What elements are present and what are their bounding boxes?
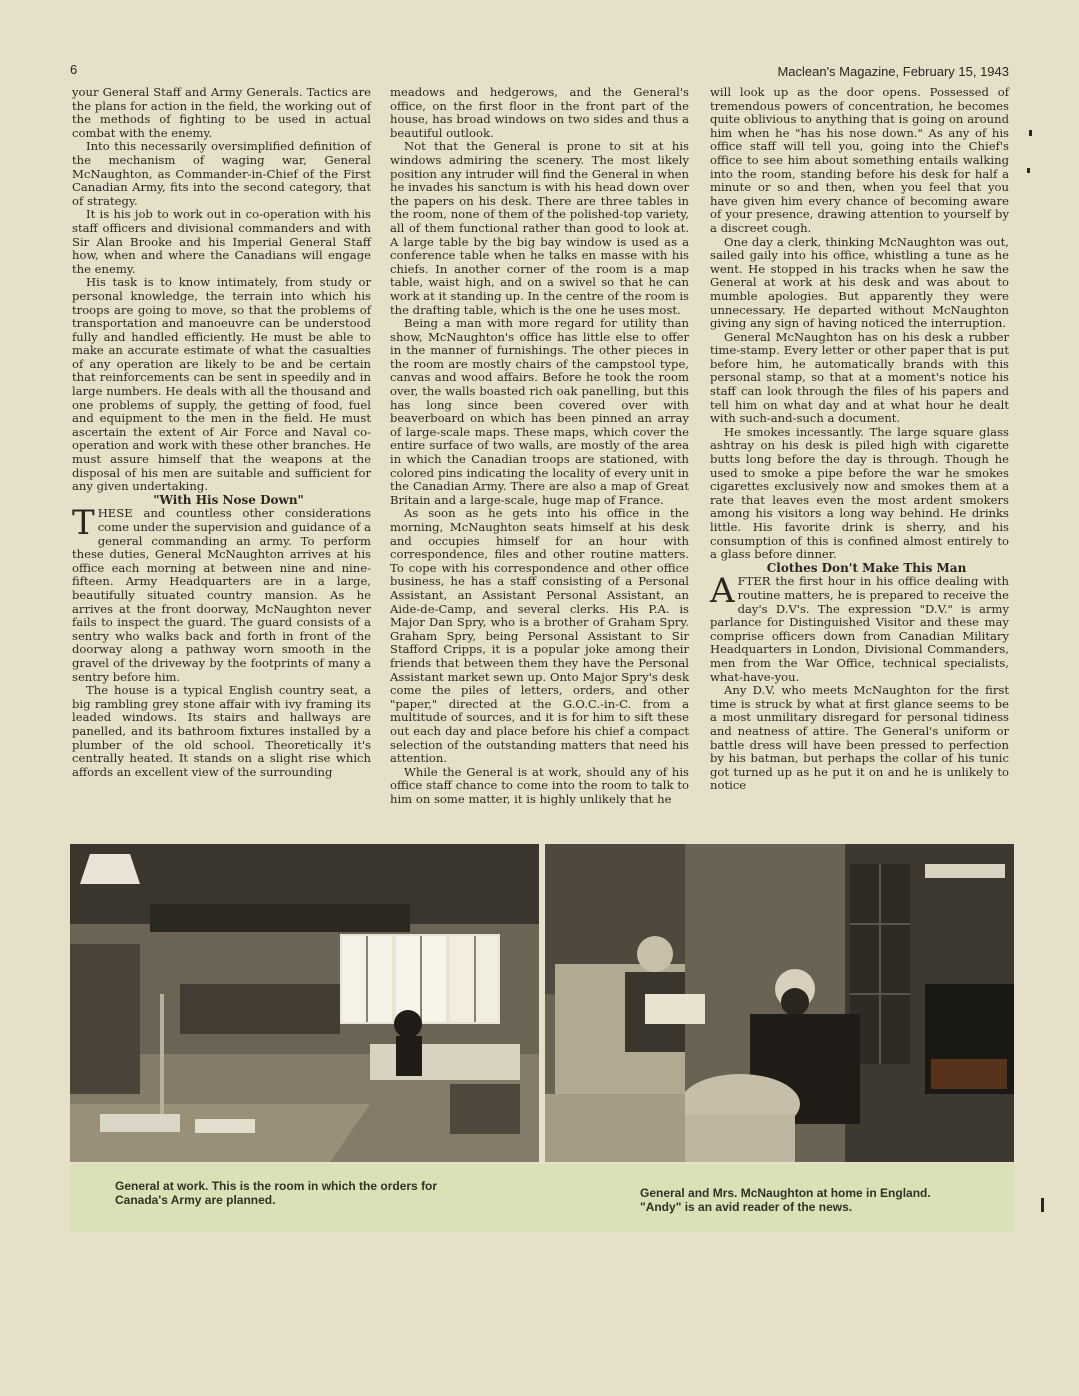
margin-mark [1029, 130, 1032, 136]
article-column-1 [72, 86, 371, 779]
paragraph: His task is to know intimately, from study or personal knowledge, the terrain into which his troops are going to move, so that the problems of transportation and manoeuvre can be understood fully and handled efficiently. He must be able to make an accurate estimate of what the casualties of any operation are likely to be and be certain that reinforcements can be sent in speedily and in large numbers. He deals with all the thousand and one problems of supply, the getting of food, fuel and equipment to the men in the field. He must ascertain the extent of Air Force and Naval co-operation and work with these other branches. He must assure himself that the weapons at the disposal of his men are suitable and sufficient for any given undertaking. [72, 275, 371, 494]
running-head: Maclean's Magazine, February 15, 1943 [777, 64, 1009, 79]
drop-cap: A [710, 571, 735, 612]
office-photo-illustration [70, 844, 539, 1162]
paragraph: General McNaughton has on his desk a rubber time-stamp. Every letter or other paper that is put before him, he automatically brands with this personal stamp, so that at a moment's notice his staff can look through the files of his papers and tell him on what day and at what hour he dealt with such-and-such a document. [710, 329, 1009, 426]
photo-caption-left: General at work. This is the room in which the orders for Canada's Army are planned. [115, 1179, 438, 1207]
general-and-wife-photo [545, 844, 1014, 1162]
paragraph-text: HESE and countless other considerations come under the supervision and guidance of a general commanding an army. To perform these duties, General McNaughton arrives at his office each morning at between nine and nine-fifteen. Army Headquarters are in a large, beautifully situated country mansion. As he arrives at the front doorway, McNaughton never fails to inspect the guard. The guard consists of a sentry who walks back and forth in front of the doorway along a pathway worn smooth in the gravel of the driveway by the footprints of many a sentry before him. [72, 506, 371, 684]
paragraph-with-dropcap [72, 503, 371, 684]
paragraph: Into this necessarily oversimplified definition of the mechanism of waging war, General McNaughton, as Commander-in-Chief of the First Canadian Army, fits into the second category, that of strategy. [72, 139, 371, 208]
paragraph: It is his job to work out in co-operation with his staff officers and divisional commanders and with Sir Alan Brooke and his Imperial General Staff how, when and where the Canadians will engage the enemy. [72, 207, 371, 276]
photo-caption-right: General and Mrs. McNaughton at home in England. "Andy" is an avid reader of the news. [640, 1186, 931, 1214]
paragraph: meadows and hedgerows, and the General's office, on the first floor in the front part of the house, has broad windows on two sides and thus a beautiful outlook. [390, 85, 689, 140]
paragraph: Not that the General is prone to sit at his windows admiring the scenery. The most likely position any intruder will find the General in when he invades his sanctum is with his head down over the papers on his desk. There are three tables in the room, none of them of the polished-top variety, all of them functional rather than good to look at. A large table by the big bay window is used as a conference table when he talks en masse with his chiefs. In another corner of the room is a map table, waist high, and on a swivel so that he can work at it standing up. In the centre of the room is the drafting table, which is the one he uses most. [390, 139, 689, 317]
section-subhead: Clothes Don't Make This Man [766, 560, 967, 575]
paragraph: your General Staff and Army Generals. Tactics are the plans for action in the field, the working out of the methods of fighting to be used in actual combat with the enemy. [72, 85, 371, 140]
paragraph: will look up as the door opens. Possessed of tremendous powers of concentration, he becomes quite oblivious to anything that is going on around him when he "has his nose down." As any of his office staff will tell you, going into the Chief's office to see him about something entails walking into the room, standing before his desk for half a minute or so and then, when you feel that you have given him every chance of becoming aware of your presence, drawing attention to yourself by a discreet cough. [710, 85, 1009, 235]
paragraph-with-dropcap [710, 571, 1009, 684]
paragraph: Being a man with more regard for utility than show, McNaughton's office has little else to offer in the manner of furnishings. The other pieces in the room are mostly chairs of the campstool type, canvas and wood affairs. Before he took the room over, the walls boasted rich oak panelling, but this has long since been covered over with beaverboard on which has been pinned an array of large-scale maps. These maps, which cover the entire surface of two walls, are mostly of the area in which the Canadian troops are stationed, with colored pins indicating the locality of every unit in the Canadian Army. There are also a map of Great Britain and a large-scale, huge map of France. [390, 316, 689, 507]
margin-mark [1027, 168, 1030, 173]
drop-cap: T [72, 503, 95, 544]
home-photo-illustration [545, 844, 1014, 1162]
paragraph: He smokes incessantly. The large square glass ashtray on his desk is piled high with cigarette butts long before the day is through. Though he used to smoke a pipe before the war he smokes cigarettes exclusively now and smokes them at a rate that leaves even the most ardent smokers among his visitors a long way behind. He drinks little. His favorite drink is sherry, and his consumption of this is confined almost entirely to a glass before dinner. [710, 424, 1009, 562]
paragraph: One day a clerk, thinking McNaughton was out, sailed gaily into his office, whistling a tune as he went. He stopped in his tracks when he saw the General at work at his desk and was about to mumble apologies. But apparently they were unnecessary. He departed without McNaughton giving any sign of having noticed the interruption. [710, 234, 1009, 331]
paragraph-text: FTER the first hour in his office dealing with routine matters, he is prepared to receive the day's D.V's. The expression "D.V." is army parlance for Distinguished Visitor and these may comprise officers down from Canadian Military Headquarters in London, Divisional Commanders, men from the War Office, technical specialists, what-have-you. [710, 574, 1009, 684]
paragraph: As soon as he gets into his office in the morning, McNaughton seats himself at his desk and occupies himself for an hour with correspondence, files and other routine matters. To cope with his correspondence and other office business, he has a staff consisting of a Personal Assistant, an Assistant Personal Assistant, an Aide-de-Camp, and several clerks. His P.A. is Major Dan Spry, who is a brother of Graham Spry. Graham Spry, being Personal Assistant to Sir Stafford Cripps, it is a popular joke among their friends that between them they have the Personal Assistant market sewn up. Onto Major Spry's desk come the piles of letters, orders, and other "paper," directed at the G.O.C.-in-C. from a multitude of sources, and it is for him to sift these out each day and place before his chief a compact selection of the outstanding matters that need his attention. [390, 506, 689, 766]
page-number: 6 [70, 62, 78, 77]
paragraph: Any D.V. who meets McNaughton for the first time is struck by what at first glance seems to be a most unmilitary disregard for personal tidiness and neatness of attire. The General's uniform or battle dress will have been pressed to perfection by his batman, but perhaps the collar of his tunic got turned up as he put it on and he is unlikely to notice [710, 683, 1009, 793]
section-subhead: "With His Nose Down" [153, 492, 304, 507]
margin-mark [1041, 1198, 1044, 1212]
paragraph: The house is a typical English country seat, a big rambling grey stone affair with ivy framing its leaded windows. Its stairs and hallways are panelled, and its bathroom fixtures installed by a plumber of the old school. Theoretically it's centrally heated. It stands on a slight rise which affords an excellent view of the surrounding [72, 683, 371, 779]
article-column-3 [710, 86, 1009, 793]
paragraph: While the General is at work, should any of his office staff chance to come into the room to talk to him on some matter, it is highly unlikely that he [390, 764, 689, 806]
office-interior-photo [70, 844, 539, 1162]
article-column-2 [390, 86, 689, 806]
